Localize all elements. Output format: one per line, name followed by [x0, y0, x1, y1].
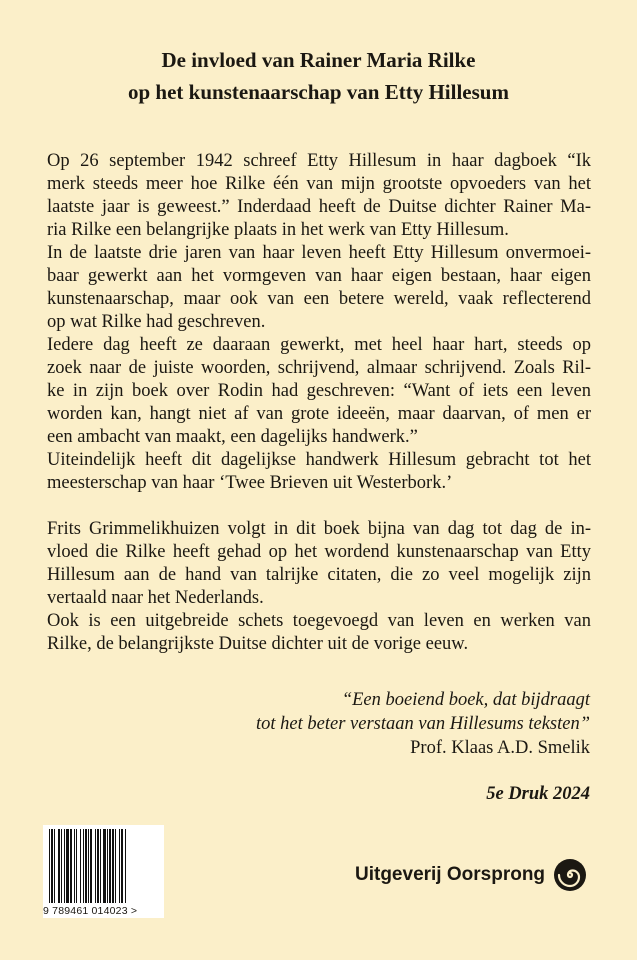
quote-attribution: Prof. Klaas A.D. Smelik — [410, 738, 590, 758]
spiral-logo-icon — [553, 858, 587, 892]
text-line: worden kan, hangt niet af van grote ideeën, maar daarvan, of men er — [47, 404, 591, 424]
text-line: In de laatste drie jaren van haar leven heeft Etty Hillesum onvermoei- — [47, 243, 591, 263]
barcode-bar — [61, 829, 62, 903]
barcode-bar — [74, 829, 75, 903]
barcode-bar — [103, 829, 106, 903]
edition-label: 5e Druk 2024 — [486, 784, 590, 804]
text-line: Op 26 september 1942 schreef Etty Hillesum in haar dagboek “Ik — [47, 151, 591, 171]
text-line: kunstenaarschap, maar ook van een betere wereld, vaak reflecterend — [47, 289, 591, 309]
barcode-bar — [85, 829, 87, 903]
text-line: laatste jaar is geweest.” Inderdaad heeft de Duitse dichter Rainer Ma- — [47, 197, 591, 217]
text-line: Uiteindelijk heeft dit dagelijkse handwerk Hillesum gebracht tot het — [47, 450, 591, 470]
paragraph-gap — [47, 495, 591, 518]
barcode-bar — [115, 829, 116, 903]
barcode-bar — [125, 829, 126, 903]
text-line: ke in zijn boek over Rodin had geschreven: “Want of iets een leven — [47, 381, 591, 401]
barcode-bar — [119, 829, 120, 903]
barcode-bar — [49, 829, 50, 903]
quote-line-1: “Een boeiend boek, dat bijdraagt — [341, 690, 590, 710]
barcode-bar — [107, 829, 108, 903]
barcode-bar — [121, 829, 123, 903]
text-line: Frits Grimmelikhuizen volgt in dit boek bijna van dag tot dag de in- — [47, 519, 591, 539]
barcode-bar — [109, 829, 111, 903]
publisher-imprint — [355, 855, 587, 895]
text-line: Hillesum aan de hand van talrijke citaten, die zo veel mogelijk zijn — [47, 565, 591, 585]
barcode-bar — [112, 829, 114, 903]
barcode-bar — [64, 829, 65, 903]
text-line: Ook is een uitgebreide schets toegevoegd van leven en werken van — [47, 611, 591, 631]
barcode-bar — [76, 829, 77, 903]
barcode-bar — [97, 829, 99, 903]
barcode-bar — [80, 829, 81, 903]
paragraph-2 — [47, 518, 591, 656]
barcode-bar — [88, 829, 89, 903]
text-line: zoek naar de juiste woorden, schrijvend, almaar schrijvend. Zoals Ril- — [47, 358, 591, 378]
back-cover-title — [0, 44, 637, 108]
barcode-bar — [70, 829, 72, 903]
paragraph-1 — [47, 150, 591, 495]
text-line: meesterschap van haar ‘Twee Brieven uit Westerbork.’ — [47, 473, 453, 493]
text-line: Iedere dag heeft ze daaraan gewerkt, met heel haar hart, steeds op — [47, 335, 591, 355]
text-line: merk steeds meer hoe Rilke één van mijn grootste opvoeders van het — [47, 174, 591, 194]
barcode-digits: 9 789461 014023 > — [43, 905, 138, 917]
title-line-1: De invloed van Rainer Maria Rilke — [161, 48, 476, 72]
review-quote — [256, 688, 590, 760]
quote-line-2: tot het beter verstaan van Hillesums teksten” — [256, 714, 590, 734]
text-line: ria Rilke een belangrijke plaats in het werk van Etty Hillesum. — [47, 220, 509, 240]
text-line: op wat Rilke had geschreven. — [47, 312, 266, 332]
barcode-bar — [83, 829, 84, 903]
barcode-bar — [95, 829, 96, 903]
text-line: baar gewerkt aan het vormgeven van haar eigen bestaan, haar eigen — [47, 266, 591, 286]
text-line: vloed die Rilke heeft gehad op het wordend kunstenaarschap van Etty — [47, 542, 591, 562]
text-line: een ambacht van maakt, een dagelijks handwerk.” — [47, 427, 418, 447]
barcode-bar — [90, 829, 92, 903]
text-line: Rilke, de belangrijkste Duitse dichter uit de vorige eeuw. — [47, 634, 469, 654]
barcode-bar — [66, 829, 69, 903]
barcode-bar — [100, 829, 101, 903]
barcode-bars — [43, 825, 164, 905]
isbn-barcode — [43, 825, 164, 918]
text-line: vertaald naar het Nederlands. — [47, 588, 264, 608]
publisher-name: Uitgeverij Oorsprong — [355, 864, 546, 885]
barcode-bar — [51, 829, 53, 903]
blurb-text — [47, 150, 591, 656]
barcode-bar — [54, 829, 55, 903]
title-line-2: op het kunstenaarschap van Etty Hillesum — [128, 80, 509, 104]
barcode-bar — [58, 829, 60, 903]
